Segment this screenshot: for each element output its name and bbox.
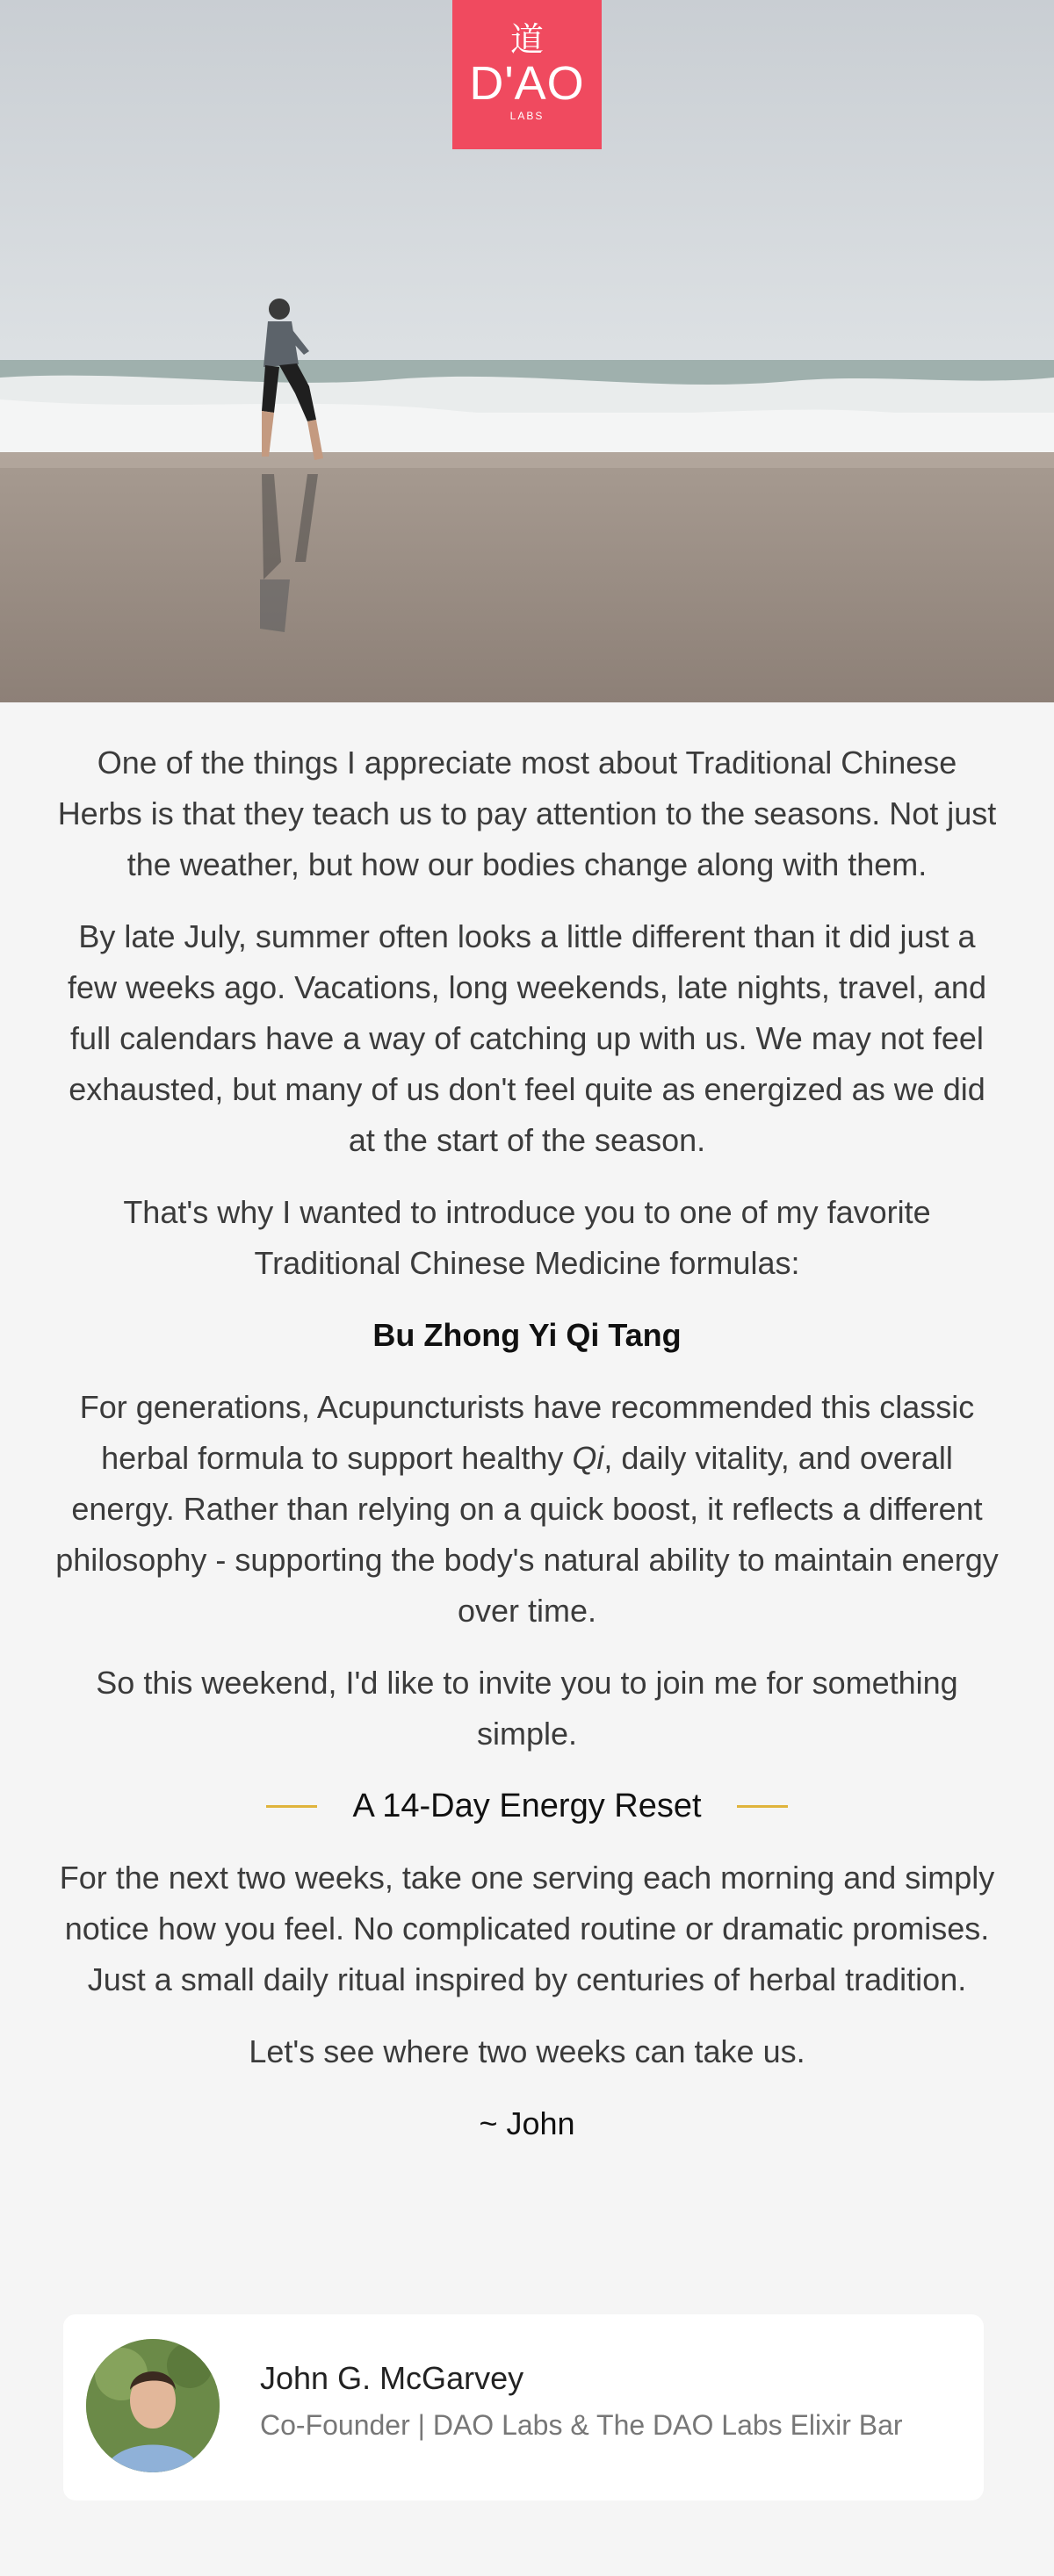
email-body xyxy=(53,738,1001,2170)
formula-text-after: , daily vitality, and overall energy. Rather than relying on a quick boost, it reflects a different philosophy - supporting the body's natural ability to maintain energy over time. xyxy=(55,1440,999,1629)
signature-role: Co-Founder | DAO Labs & The DAO Labs Elixir Bar xyxy=(260,2409,903,2441)
paragraph-summer: By late July, summer often looks a little different than it did just a few weeks ago. Vacations, long weekends, late nights, travel, and full calendars have a way of catching up with us. We may not feel exhausted, but many of us don't feel quite as energized as we did at the start of the season. xyxy=(68,918,986,1158)
signature-card xyxy=(63,2314,984,2500)
formula-text-before: For generations, Acupuncturists have recommended this classic herbal formula to support healthy xyxy=(79,1389,975,1476)
logo-subtext: LABS xyxy=(509,110,545,122)
product-name: Bu Zhong Yi Qi Tang xyxy=(372,1317,682,1353)
avatar xyxy=(86,2339,220,2472)
hero-image xyxy=(0,0,1054,702)
paragraph-introduce-formula: That's why I wanted to introduce you to one of my favorite Traditional Chinese Medicine formulas: xyxy=(123,1194,931,1281)
paragraph-invite: So this weekend, I'd like to invite you to join me for something simple. xyxy=(96,1665,958,1752)
portrait-icon xyxy=(86,2339,220,2472)
signoff: ~ John xyxy=(479,2105,575,2141)
signature-name: John G. McGarvey xyxy=(260,2360,524,2396)
reset-heading xyxy=(53,1781,1001,1831)
qi-term: Qi xyxy=(572,1440,604,1476)
paragraph-closing: Let's see where two weeks can take us. xyxy=(249,2033,805,2069)
dao-labs-logo[interactable] xyxy=(452,0,602,149)
reset-title: A 14-Day Energy Reset xyxy=(352,1788,702,1824)
paragraph-formula-description xyxy=(53,1382,1001,1637)
paragraph-intro: One of the things I appreciate most about Traditional Chinese Herbs is that they teach us to pay attention to the seasons. Not just the weather, but how our bodies change along with them. xyxy=(57,745,997,882)
paragraph-two-weeks: For the next two weeks, take one serving each morning and simply notice how you feel. No complicated routine or dramatic promises. Just a small daily ritual inspired by centuries of herbal tradition. xyxy=(59,1860,995,1997)
logo-wordmark: D'AO xyxy=(469,57,585,110)
logo-glyph: 道 xyxy=(509,20,544,59)
divider-left xyxy=(266,1805,317,1808)
divider-right xyxy=(737,1805,788,1808)
